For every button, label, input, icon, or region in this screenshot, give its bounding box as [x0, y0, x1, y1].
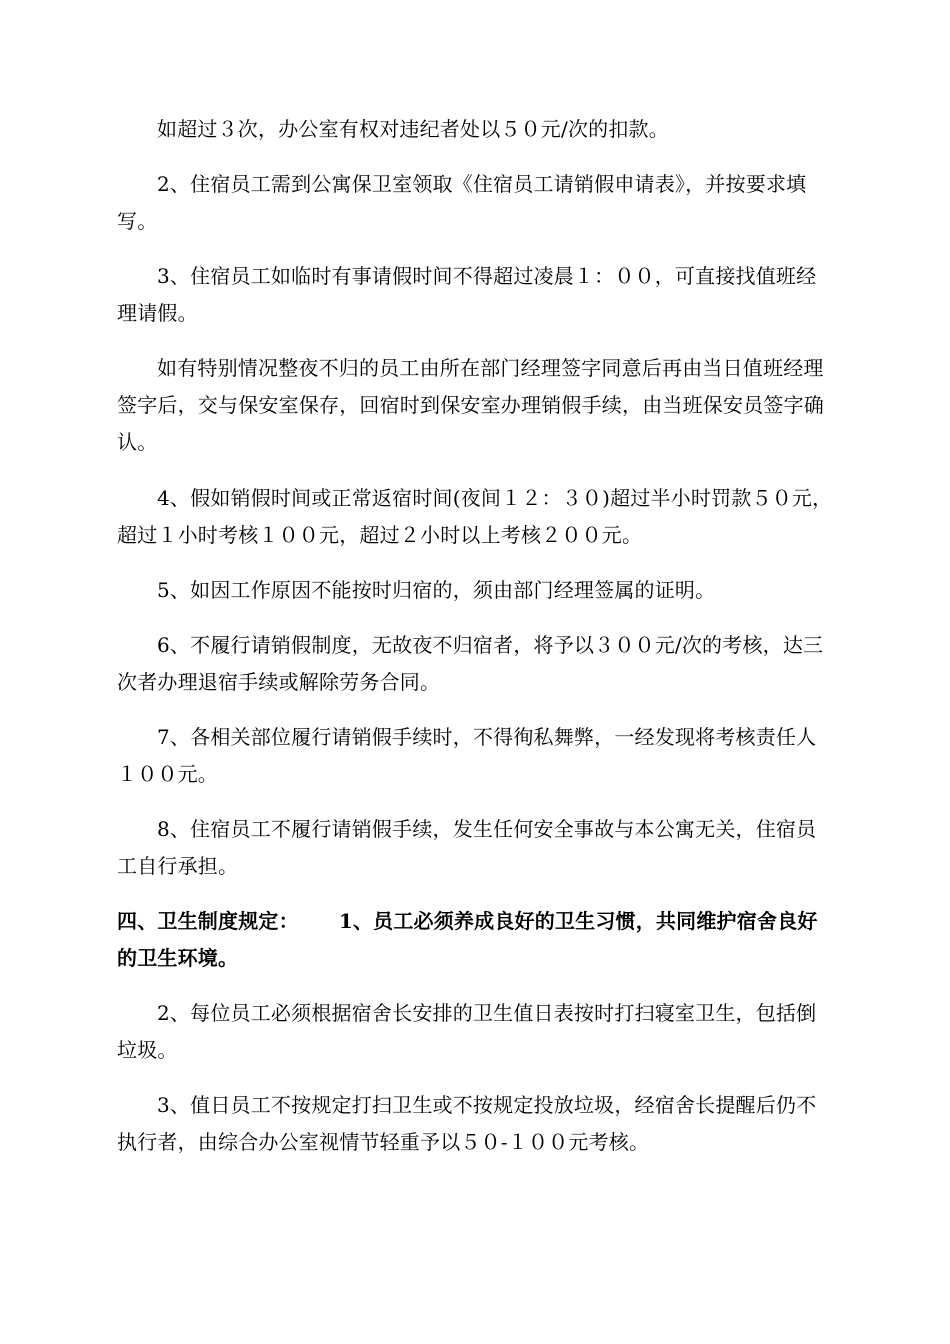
section-heading-item-1: 1、员工必须养成良好的卫生习惯，共同维护宿舍良好的卫生环境。 [117, 909, 818, 970]
paragraph-item-6-no-leave: 6、不履行请销假制度，无故夜不归宿者，将予以３００元/次的考核，达三次者办理退宿手续或解除劳务合同。 [117, 633, 824, 694]
paragraph-item-4-late-return: 4、假如销假时间或正常返宿时间(夜间１２：３０)超过半小时罚款５０元，超过１小时考核１００元，超过２小时以上考核２００元。 [117, 486, 833, 547]
paragraph-hygiene-item-3: 3、值日员工不按规定打扫卫生或不按规定投放垃圾，经宿舍长提醒后仍不执行者，由综合办公室视情节轻重予以５０-１００元考核。 [117, 1093, 817, 1154]
paragraph-hygiene-item-2: 2、每位员工必须根据宿舍长安排的卫生值日表按时打扫寝室卫生，包括倒垃圾。 [117, 1001, 817, 1062]
paragraph-item-2-leave-form: 2、住宿员工需到公寓保卫室领取《住宿员工请销假申请表》，并按要求填写。 [117, 172, 807, 233]
section-heading-label: 四、卫生制度规定： [117, 909, 299, 933]
paragraph-item-3-temporary-leave: 3、住宿员工如临时有事请假时间不得超过凌晨１：００，可直接找值班经理请假。 [117, 264, 817, 325]
paragraph-special-overnight: 如有特别情况整夜不归的员工由所在部门经理签字同意后再由当日值班经理签字后，交与保安室保存，回宿时到保安室办理销假手续，由当班保安员签字确认。 [117, 356, 824, 454]
paragraph-penalty-over-3: 如超过３次，办公室有权对违纪者处以５０元/次的扣款。 [157, 117, 669, 141]
paragraph-item-8-safety: 8、住宿员工不履行请销假手续，发生任何安全事故与本公寓无关，住宿员工自行承担。 [117, 817, 817, 878]
paragraph-item-7-no-favoritism: 7、各相关部位履行请销假手续时，不得徇私舞弊，一经发现将考核责任人１００元。 [117, 725, 817, 786]
paragraph-item-5-work-reason: 5、如因工作原因不能按时归宿的，须由部门经理签属的证明。 [157, 578, 716, 602]
section-heading-hygiene [117, 903, 833, 977]
